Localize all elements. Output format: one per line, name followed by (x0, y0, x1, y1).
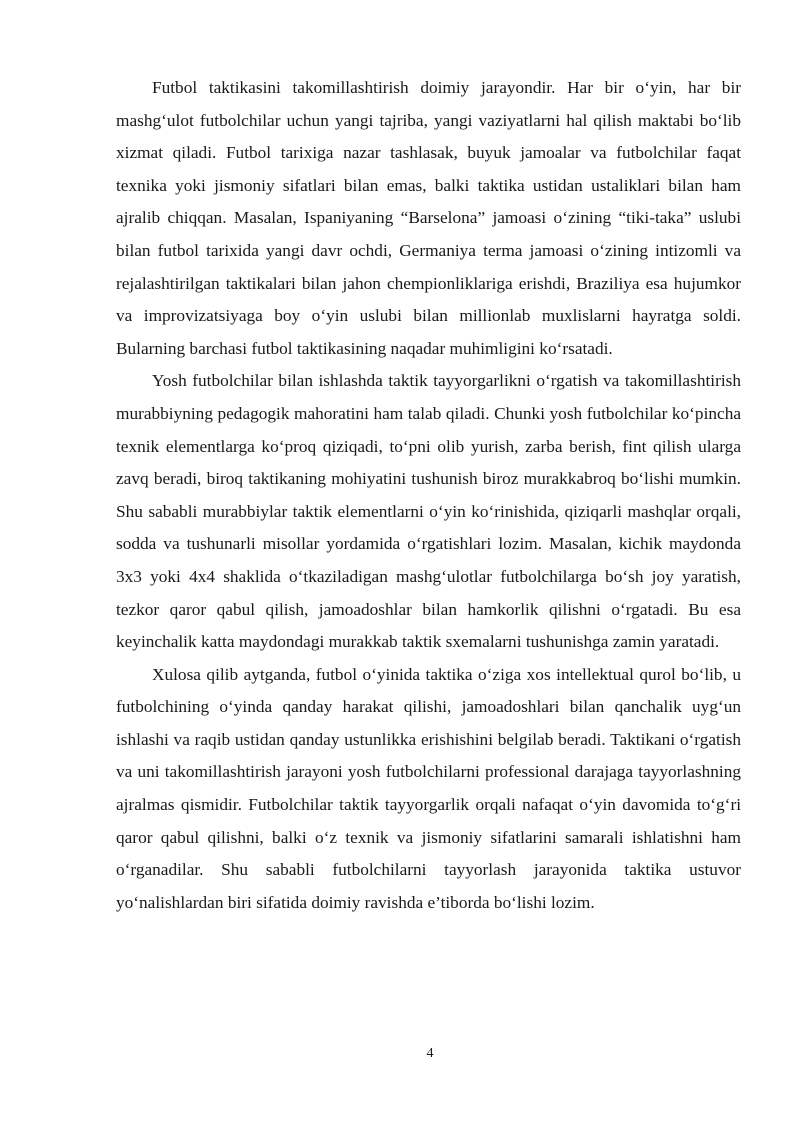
document-body (116, 72, 741, 919)
page-number: 4 (426, 1046, 434, 1061)
paragraph-1: Futbol taktikasini takomillashtirish doimiy jarayondir. Har bir o‘yin, har bir mashg‘ulot futbolchilar uchun yangi tajriba, yangi vaziyatlarni hal qilish maktabi bo‘lib xizmat qiladi. Futbol tarixiga nazar tashlasak, buyuk jamoalar va futbolchilar faqat texnika yoki jismoniy sifatlari bilan emas, balki taktika ustidan ustaliklari bilan ham ajralib chiqqan. Masalan, Ispaniyaning “Barselona” jamoasi o‘zining “tiki-taka” uslubi bilan futbol tarixida yangi davr ochdi, Germaniya terma jamoasi o‘zining intizomli va rejalashtirilgan taktikalari bilan jahon chempionliklariga erishdi, Braziliya esa hujumkor va improvizatsiyaga boy o‘yin uslubi bilan millionlab muxlislarni hayratga soldi. Bularning barchasi futbol taktikasining naqadar muhimligini ko‘rsatadi. (116, 78, 741, 358)
paragraph-2: Yosh futbolchilar bilan ishlashda taktik tayyorgarlikni o‘rgatish va takomillashtirish murabbiyning pedagogik mahoratini ham talab qiladi. Chunki yosh futbolchilar ko‘pincha texnik elementlarga ko‘proq qiziqadi, to‘pni olib yurish, zarba berish, fint qilish ularga zavq beradi, biroq taktikaning mohiyatini tushunish biroz murakkabroq bo‘lishi mumkin. Shu sababli murabbiylar taktik elementlarni o‘yin ko‘rinishida, qiziqarli mashqlar orqali, sodda va tushunarli misollar yordamida o‘rgatishlari lozim. Masalan, kichik maydonda 3x3 yoki 4x4 shaklida o‘tkaziladigan mashg‘ulotlar futbolchilarga bo‘sh joy yaratish, tezkor qaror qabul qilish, jamoadoshlar bilan hamkorlik qilishni o‘rgatadi. Bu esa keyinchalik katta maydondagi murakkab taktik sxemalarni tushunishga zamin yaratadi. (116, 371, 741, 652)
paragraph-3: Xulosa qilib aytganda, futbol o‘yinida taktika o‘ziga xos intellektual qurol bo‘lib, u futbolchining o‘yinda qanday harakat qilishi, jamoadoshlari bilan qanchalik uyg‘un ishlashi va raqib ustidan qanday ustunlikka erishishini belgilab beradi. Taktikani o‘rgatish va uni takomillashtirish jarayoni yosh futbolchilarni professional darajaga tayyorlashning ajralmas qismidir. Futbolchilar taktik tayyorgarlik orqali nafaqat o‘yin davomida to‘g‘ri qaror qabul qilishni, balki o‘z texnik va jismoniy sifatlarini samarali ishlatishni ham o‘rganadilar. Shu sababli futbolchilarni tayyorlash jarayonida taktika ustuvor yo‘nalishlardan biri sifatida doimiy ravishda e’tiborda bo‘lishi lozim. (116, 664, 741, 912)
